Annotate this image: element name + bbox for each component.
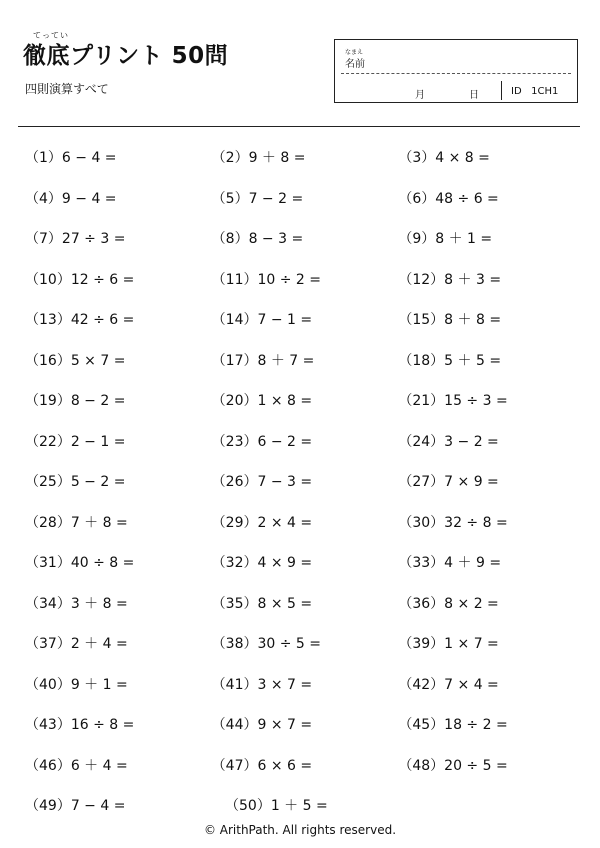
problem-item: （23）6 − 2 = <box>211 433 313 450</box>
problem-item: （24）3 − 2 = <box>398 433 499 450</box>
problem-item: （19）8 − 2 = <box>25 393 126 410</box>
id-divider <box>501 81 502 100</box>
copyright-footer: © ArithPath. All rights reserved. <box>203 823 397 837</box>
problem-row <box>25 178 585 219</box>
problem-item: （3）4 × 8 = <box>398 150 490 167</box>
name-ruby: なまえ <box>345 49 364 56</box>
problem-item: （41）3 × 7 = <box>211 676 313 693</box>
problem-row <box>25 340 585 381</box>
problem-item: （32）4 × 9 = <box>211 555 313 572</box>
problem-row <box>25 664 585 705</box>
problem-row <box>25 461 585 502</box>
problem-item: （38）30 ÷ 5 = <box>211 636 322 653</box>
problem-item: （11）10 ÷ 2 = <box>211 271 322 288</box>
worksheet-id: ID 1CH1 <box>511 86 559 97</box>
problem-item: （4）9 − 4 = <box>25 190 117 207</box>
problem-item: （44）9 × 7 = <box>211 717 313 734</box>
problem-item: （50）1 ＋ 5 = <box>225 798 328 815</box>
problem-item: （21）15 ÷ 3 = <box>398 393 508 410</box>
page-title: 徹底プリント 50問 <box>23 43 229 69</box>
page-subtitle: 四則演算すべて <box>25 82 109 96</box>
problem-row <box>25 137 585 178</box>
problem-item: （33）4 ＋ 9 = <box>398 555 502 572</box>
problem-row <box>25 583 585 624</box>
problem-grid <box>25 137 585 826</box>
problem-item: （17）8 ＋ 7 = <box>211 352 315 369</box>
problem-row <box>25 380 585 421</box>
problem-item: （35）8 × 5 = <box>211 595 313 612</box>
problem-row <box>25 542 585 583</box>
problem-item: （36）8 × 2 = <box>398 595 499 612</box>
problem-item: （5）7 − 2 = <box>211 190 304 207</box>
problem-item: （12）8 ＋ 3 = <box>398 271 502 288</box>
problem-row <box>25 623 585 664</box>
problem-item: （42）7 × 4 = <box>398 676 499 693</box>
problem-item: （14）7 − 1 = <box>211 312 313 329</box>
problem-row <box>25 745 585 786</box>
problem-item: （25）5 − 2 = <box>25 474 126 491</box>
problem-row <box>25 299 585 340</box>
problem-item: （29）2 × 4 = <box>211 514 313 531</box>
problem-item: （37）2 ＋ 4 = <box>25 636 128 653</box>
problem-item: （49）7 − 4 = <box>25 798 126 815</box>
problem-item: （10）12 ÷ 6 = <box>25 271 135 288</box>
problem-item: （1）6 − 4 = <box>25 150 117 167</box>
problem-row <box>25 704 585 745</box>
title-ruby: てってい <box>33 31 69 40</box>
problem-item: （39）1 × 7 = <box>398 636 499 653</box>
problem-item: （6）48 ÷ 6 = <box>398 190 499 207</box>
problem-item: （15）8 ＋ 8 = <box>398 312 502 329</box>
problem-item: （43）16 ÷ 8 = <box>25 717 135 734</box>
name-box <box>334 39 578 103</box>
problem-item: （18）5 ＋ 5 = <box>398 352 502 369</box>
problem-item: （2）9 ＋ 8 = <box>211 150 306 167</box>
problem-item: （34）3 ＋ 8 = <box>25 595 128 612</box>
problem-row <box>25 421 585 462</box>
problem-row <box>25 502 585 543</box>
name-label: 名前 <box>345 59 365 70</box>
problem-item: （22）2 − 1 = <box>25 433 126 450</box>
problem-item: （30）32 ÷ 8 = <box>398 514 508 531</box>
problem-item: （28）7 ＋ 8 = <box>25 514 128 531</box>
name-line <box>341 73 571 74</box>
problem-item: （8）8 − 3 = <box>211 231 304 248</box>
problem-item: （7）27 ÷ 3 = <box>25 231 126 248</box>
problem-item: （48）20 ÷ 5 = <box>398 757 508 774</box>
problem-item: （16）5 × 7 = <box>25 352 126 369</box>
problem-item: （46）6 ＋ 4 = <box>25 757 128 774</box>
problem-item: （26）7 − 3 = <box>211 474 313 491</box>
problem-item: （40）9 ＋ 1 = <box>25 676 128 693</box>
problem-row <box>25 785 585 826</box>
day-label: 日 <box>469 90 479 101</box>
problem-row <box>25 218 585 259</box>
month-label: 月 <box>415 90 425 101</box>
header-divider <box>18 126 580 127</box>
problem-row <box>25 259 585 300</box>
problem-item: （31）40 ÷ 8 = <box>25 555 135 572</box>
problem-item: （47）6 × 6 = <box>211 757 313 774</box>
problem-item: （9）8 ＋ 1 = <box>398 231 493 248</box>
problem-item: （13）42 ÷ 6 = <box>25 312 135 329</box>
problem-item: （27）7 × 9 = <box>398 474 499 491</box>
problem-item: （20）1 × 8 = <box>211 393 313 410</box>
problem-item: （45）18 ÷ 2 = <box>398 717 508 734</box>
